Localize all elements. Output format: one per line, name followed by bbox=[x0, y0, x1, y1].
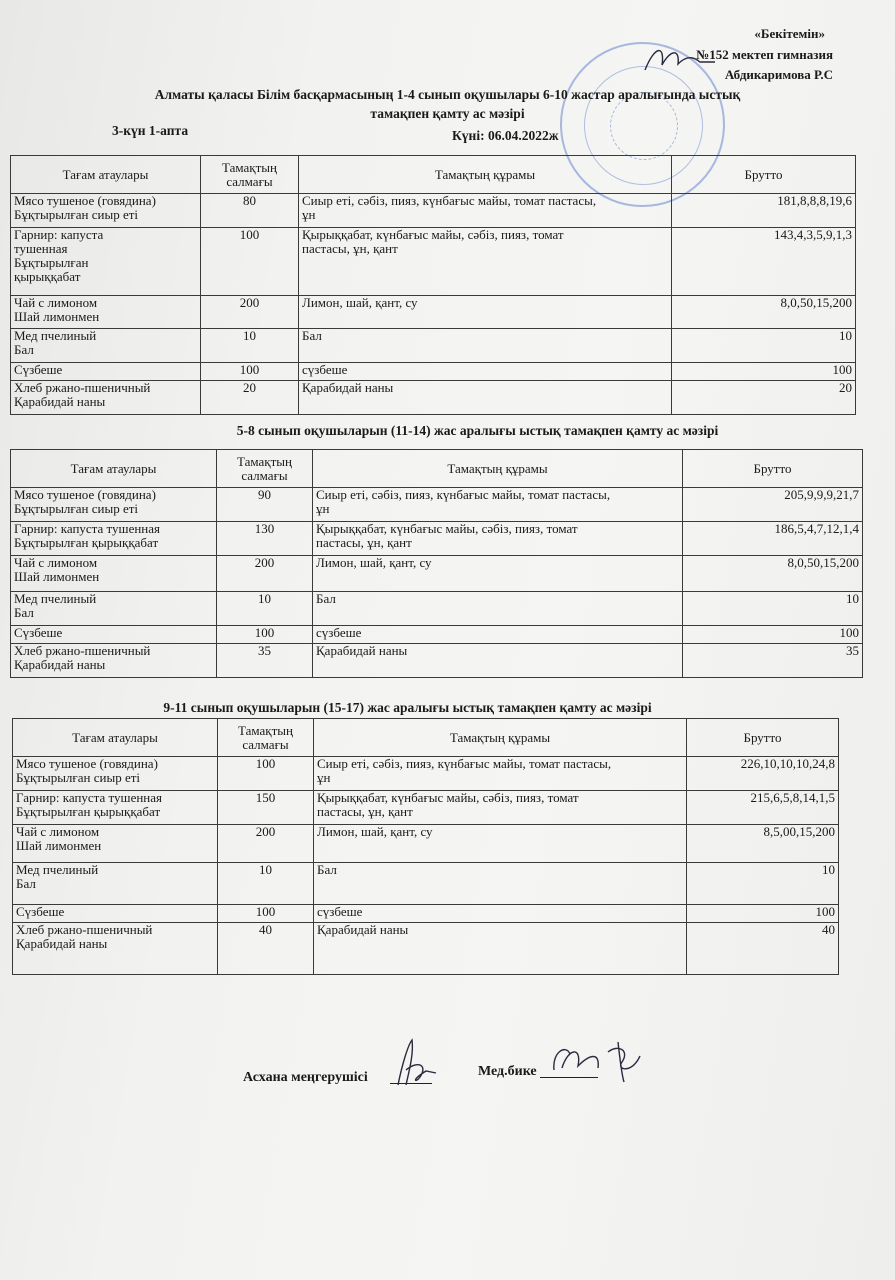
section-heading-grades-9-11: 9-11 сынып оқушыларын (15-17) жас аралығы ыстық тамақпен қамту ас мәзірі bbox=[163, 700, 652, 715]
table-header-row bbox=[13, 719, 839, 757]
table-header-row bbox=[11, 156, 856, 194]
table-row: Чай с лимоном Шай лимонмен 200 Лимон, шай, қант, су 8,0,50,15,200 bbox=[11, 556, 863, 592]
col-header-weight: Тамақтың салмағы bbox=[201, 156, 299, 194]
nurse-label: Мед.бике bbox=[478, 1064, 537, 1079]
col-header-name: Тағам атаулары bbox=[13, 719, 218, 757]
table-row: Сүзбеше 100 сүзбеше 100 bbox=[13, 905, 839, 923]
col-header-composition: Тамақтың құрамы bbox=[314, 719, 687, 757]
director-signature bbox=[640, 40, 720, 80]
canteen-head-signature bbox=[390, 1035, 440, 1090]
table-row: Мед пчелиный Бал 10 Бал 10 bbox=[13, 863, 839, 905]
page-title-line1: Алматы қаласы Білім басқармасының 1-4 сынып оқушылары 6-10 жастар аралығында ыстық bbox=[154, 87, 741, 102]
table-row: Мясо тушеное (говядина) Бұқтырылған сиыр еті 90 Сиыр еті, сәбіз, пияз, күнбағыс майы, томат пастасы, ұн 205,9,9,9,21,7 bbox=[11, 488, 863, 522]
table-row: Хлеб ржано-пшеничный Қарабидай наны 40 Қарабидай наны 40 bbox=[13, 923, 839, 975]
day-week: 3-күн 1-апта bbox=[112, 123, 189, 138]
table-row: Хлеб ржано-пшеничный Қарабидай наны 20 Қарабидай наны 20 bbox=[11, 381, 856, 415]
table-row: Сүзбеше 100 сүзбеше 100 bbox=[11, 363, 856, 381]
school-name: №152 мектеп гимназия bbox=[696, 47, 833, 62]
table-row: Мед пчелиный Бал 10 Бал 10 bbox=[11, 329, 856, 363]
table-row: Гарнир: капуста тушенная Бұқтырылған қырыққабат 150 Қырыққабат, күнбағыс майы, сәбіз, пияз, томат пастасы, ұн, қант 215,6,5,8,14,1,5 bbox=[13, 791, 839, 825]
table-header-row bbox=[11, 450, 863, 488]
table-row: Хлеб ржано-пшеничный Қарабидай наны 35 Қарабидай наны 35 bbox=[11, 644, 863, 678]
col-header-brutto: Брутто bbox=[672, 156, 856, 194]
col-header-composition: Тамақтың құрамы bbox=[299, 156, 672, 194]
table-row: Сүзбеше 100 сүзбеше 100 bbox=[11, 626, 863, 644]
table-row: Мясо тушеное (говядина) Бұқтырылған сиыр еті 100 Сиыр еті, сәбіз, пияз, күнбағыс майы, томат пастасы, ұн 226,10,10,10,24,8 bbox=[13, 757, 839, 791]
nurse-signature bbox=[548, 1040, 648, 1085]
table-row: Гарнир: капуста тушенная Бұқтырылған қырыққабат 100 Қырыққабат, күнбағыс майы, сәбіз, пияз, томат пастасы, ұн, қант 143,4,3,5,9,1,3 bbox=[11, 228, 856, 296]
col-header-weight: Тамақтың салмағы bbox=[218, 719, 314, 757]
table-row: Мед пчелиный Бал 10 Бал 10 bbox=[11, 592, 863, 626]
col-header-brutto: Брутто bbox=[687, 719, 839, 757]
page-title-line2: тамақпен қамту ас мәзірі bbox=[370, 106, 525, 121]
col-header-composition: Тамақтың құрамы bbox=[313, 450, 683, 488]
menu-date: Күні: 06.04.2022ж bbox=[452, 128, 559, 143]
section-heading-grades-5-8: 5-8 сынып оқушыларын (11-14) жас аралығы ыстық тамақпен қамту ас мәзірі bbox=[236, 423, 719, 438]
menu-table-grades-1-4 bbox=[10, 155, 856, 415]
table-row: Чай с лимоном Шай лимонмен 200 Лимон, шай, қант, су 8,5,00,15,200 bbox=[13, 825, 839, 863]
table-row: Чай с лимоном Шай лимонмен 200 Лимон, шай, қант, су 8,0,50,15,200 bbox=[11, 296, 856, 329]
table-row: Гарнир: капуста тушенная Бұқтырылған қырыққабат 130 Қырыққабат, күнбағыс майы, сәбіз, пияз, томат пастасы, ұн, қант 186,5,4,7,12,1,4 bbox=[11, 522, 863, 556]
col-header-weight: Тамақтың салмағы bbox=[217, 450, 313, 488]
director-name: Абдикаримова Р.С bbox=[724, 67, 833, 82]
menu-table-grades-5-8 bbox=[10, 449, 863, 678]
menu-table-grades-9-11 bbox=[12, 718, 839, 975]
canteen-head-label: Асхана меңгерушісі bbox=[243, 1070, 368, 1085]
table-row: Мясо тушеное (говядина) Бұқтырылған сиыр еті 80 Сиыр еті, сәбіз, пияз, күнбағыс майы, томат пастасы, ұн 181,8,8,8,19,6 bbox=[11, 194, 856, 228]
col-header-name: Тағам атаулары bbox=[11, 450, 217, 488]
col-header-name: Тағам атаулары bbox=[11, 156, 201, 194]
approve-label: «Бекітемін» bbox=[754, 26, 825, 41]
col-header-brutto: Брутто bbox=[683, 450, 863, 488]
